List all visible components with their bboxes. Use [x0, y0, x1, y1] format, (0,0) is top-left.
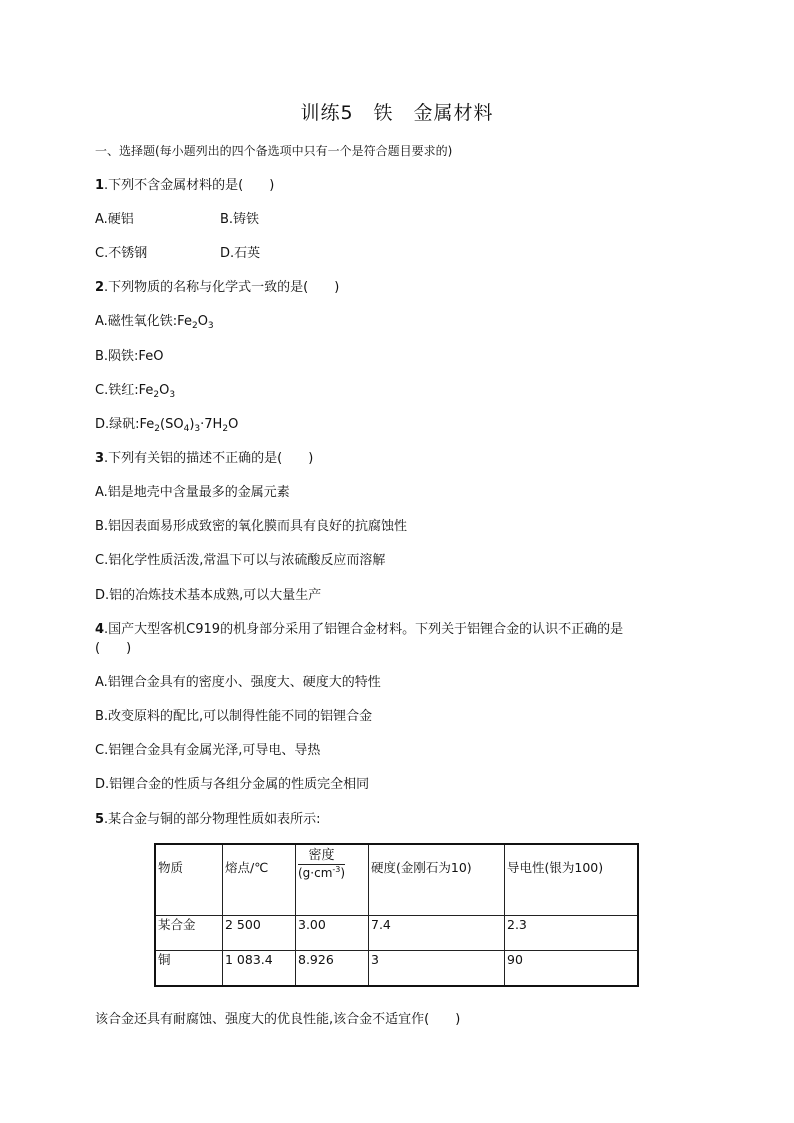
- subscript: 2: [154, 424, 161, 434]
- density-label: 密度: [298, 847, 345, 865]
- subscript: 3: [207, 321, 214, 331]
- subscript: 2: [153, 390, 160, 400]
- question-number: 3: [95, 451, 105, 466]
- table-cell: 7.4: [369, 916, 505, 951]
- option-text: O: [228, 417, 239, 432]
- question-stem: .某合金与铜的部分物理性质如表所示:: [104, 812, 321, 827]
- table-row: [155, 951, 638, 987]
- q2-option-b: B.陨铁:FeO: [95, 349, 164, 364]
- table-row: [155, 916, 638, 951]
- q5-followup: 该合金还具有耐腐蚀、强度大的优良性能,该合金不适宜作( ): [95, 1012, 461, 1027]
- question-stem: .下列不含金属材料的是( ): [104, 178, 275, 193]
- option-text: (SO: [160, 417, 184, 432]
- q3-option-c: C.铝化学性质活泼,常温下可以与浓硫酸反应而溶解: [95, 553, 386, 568]
- table-cell: 2 500: [223, 916, 296, 951]
- question-5: [95, 811, 321, 829]
- question-number: 4: [95, 622, 105, 637]
- table-cell: 90: [505, 951, 639, 987]
- header-melting-point: 熔点/℃: [223, 844, 296, 916]
- section-heading: 一、选择题(每小题列出的四个备选项中只有一个是符合题目要求的): [95, 144, 453, 158]
- q1-option-d: D.石英: [220, 246, 261, 261]
- properties-table: [154, 843, 639, 987]
- page-title: 训练5 铁 金属材料: [300, 102, 494, 124]
- header-hardness: 硬度(金刚石为10): [369, 844, 505, 916]
- header-conductivity: 导电性(银为100): [505, 844, 639, 916]
- subscript: 2: [222, 424, 229, 434]
- option-text: A.磁性氧化铁:Fe: [95, 314, 192, 329]
- option-text: ): [189, 417, 195, 432]
- q4-option-d: D.铝锂合金的性质与各组分金属的性质完全相同: [95, 777, 370, 792]
- question-4: [95, 621, 623, 639]
- question-stem: .下列物质的名称与化学式一致的是( ): [104, 280, 340, 295]
- superscript: -3: [332, 865, 341, 874]
- table-cell: 3: [369, 951, 505, 987]
- q4-option-a: A.铝锂合金具有的密度小、强度大、硬度大的特性: [95, 675, 381, 690]
- density-unit: [298, 865, 345, 882]
- question-stem: .下列有关铝的描述不正确的是( ): [104, 451, 314, 466]
- subscript: 3: [169, 390, 176, 400]
- question-1: [95, 177, 274, 195]
- option-text: O: [159, 383, 170, 398]
- table-cell: 1 083.4: [223, 951, 296, 987]
- q2-option-d: [95, 416, 238, 434]
- q3-option-a: A.铝是地壳中含量最多的金属元素: [95, 485, 290, 500]
- question-3: [95, 450, 313, 468]
- unit-text: ): [340, 866, 346, 880]
- option-text: ·7H: [200, 417, 223, 432]
- header-substance: 物质: [155, 844, 223, 916]
- option-text: D.绿矾:Fe: [95, 417, 155, 432]
- subscript: 4: [183, 424, 190, 434]
- q3-option-d: D.铝的冶炼技术基本成熟,可以大量生产: [95, 588, 322, 603]
- q1-option-a: A.硬铝: [95, 212, 134, 227]
- question-2: [95, 279, 339, 297]
- table-cell: 2.3: [505, 916, 639, 951]
- q1-option-b: B.铸铁: [220, 212, 260, 227]
- subscript: 3: [194, 424, 201, 434]
- table-header-row: [155, 844, 638, 916]
- question-stem: .国产大型客机C919的机身部分采用了铝锂合金材料。下列关于铝锂合金的认识不正确的是: [104, 622, 624, 637]
- subscript: 2: [191, 321, 198, 331]
- table-cell: 3.00: [296, 916, 369, 951]
- question-number: 5: [95, 812, 105, 827]
- q2-option-c: [95, 382, 175, 400]
- table-cell: 铜: [155, 951, 223, 987]
- q3-option-b: B.铝因表面易形成致密的氧化膜而具有良好的抗腐蚀性: [95, 519, 408, 534]
- question-number: 1: [95, 178, 105, 193]
- header-density: [296, 844, 369, 916]
- question-number: 2: [95, 280, 105, 295]
- q4-option-b: B.改变原料的配比,可以制得性能不同的铝锂合金: [95, 709, 373, 724]
- unit-text: (g·cm: [298, 866, 333, 880]
- q1-option-c: C.不锈钢: [95, 246, 148, 261]
- answer-paren: ( ): [95, 641, 132, 656]
- table-cell: 8.926: [296, 951, 369, 987]
- q2-option-a: [95, 313, 214, 331]
- option-text: C.铁红:Fe: [95, 383, 154, 398]
- q4-option-c: C.铝锂合金具有金属光泽,可导电、导热: [95, 743, 321, 758]
- option-text: O: [197, 314, 208, 329]
- table-cell: 某合金: [155, 916, 223, 951]
